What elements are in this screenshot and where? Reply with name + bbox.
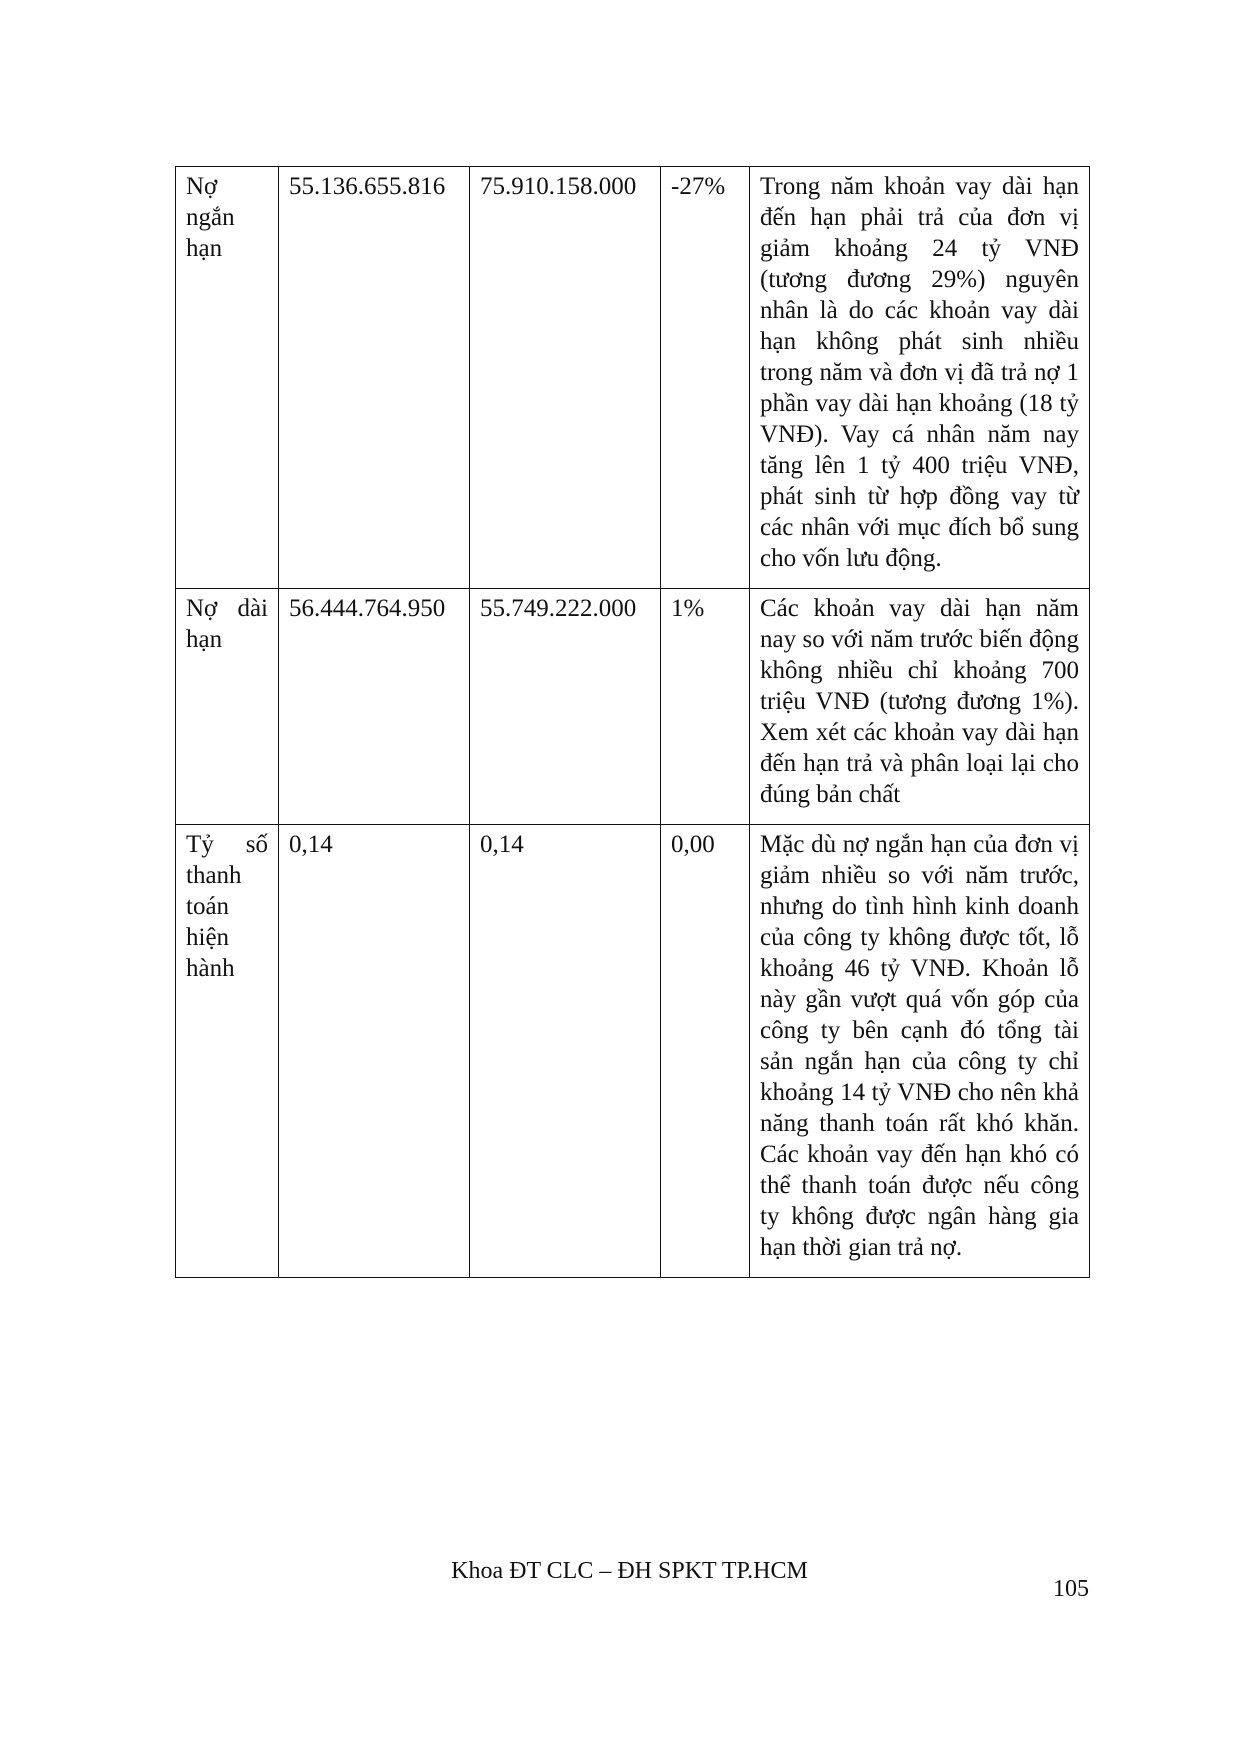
liability-analysis-table — [175, 166, 1090, 1278]
analysis-note: Mặc dù nợ ngắn hạn của đơn vị giảm nhiều so với năm trước, nhưng do tình hình kinh doanh của công ty không được tốt, lỗ khoảng 46 tỷ VNĐ. Khoản lỗ này gần vượt quá vốn góp của công ty bên cạnh đó tổng tài sản ngắn hạn của công ty chỉ khoảng 14 tỷ VNĐ cho nên khả năng thanh toán rất khó khăn. Các khoản vay đến hạn khó có thể thanh toán được nếu công ty không được ngân hàng gia hạn thời gian trả nợ. — [750, 825, 1090, 1278]
current-year-value: 0,14 — [279, 825, 470, 1278]
previous-year-value: 0,14 — [470, 825, 661, 1278]
table-row-long-term-debt — [176, 589, 1090, 825]
previous-year-value: 75.910.158.000 — [470, 167, 661, 589]
change-percent: 0,00 — [661, 825, 750, 1278]
current-year-value: 55.136.655.816 — [279, 167, 470, 589]
table-row-short-term-debt — [176, 167, 1090, 589]
row-label: Tỷ số thanh toán hiện hành — [176, 825, 279, 1278]
previous-year-value: 55.749.222.000 — [470, 589, 661, 825]
change-percent: 1% — [661, 589, 750, 825]
row-label: Nợ dài hạn — [176, 589, 279, 825]
row-label: Nợ ngắn hạn — [176, 167, 279, 589]
table-row-current-ratio — [176, 825, 1090, 1278]
analysis-note: Các khoản vay dài hạn năm nay so với năm trước biến động không nhiều chỉ khoảng 700 triệu VNĐ (tương đương 1%). Xem xét các khoản vay dài hạn đến hạn trả và phân loại lại cho đúng bản chất — [750, 589, 1090, 825]
page-footer: Khoa ĐT CLC – ĐH SPKT TP.HCM — [451, 1558, 808, 1584]
change-percent: -27% — [661, 167, 750, 589]
current-year-value: 56.444.764.950 — [279, 589, 470, 825]
page-number: 105 — [1053, 1576, 1089, 1602]
analysis-note: Trong năm khoản vay dài hạn đến hạn phải trả của đơn vị giảm khoảng 24 tỷ VNĐ (tương đương 29%) nguyên nhân là do các khoản vay dài hạn không phát sinh nhiều trong năm và đơn vị đã trả nợ 1 phần vay dài hạn khoảng (18 tỷ VNĐ). Vay cá nhân năm nay tăng lên 1 tỷ 400 triệu VNĐ, phát sinh từ hợp đồng vay từ các nhân với mục đích bổ sung cho vốn lưu động. — [750, 167, 1090, 589]
